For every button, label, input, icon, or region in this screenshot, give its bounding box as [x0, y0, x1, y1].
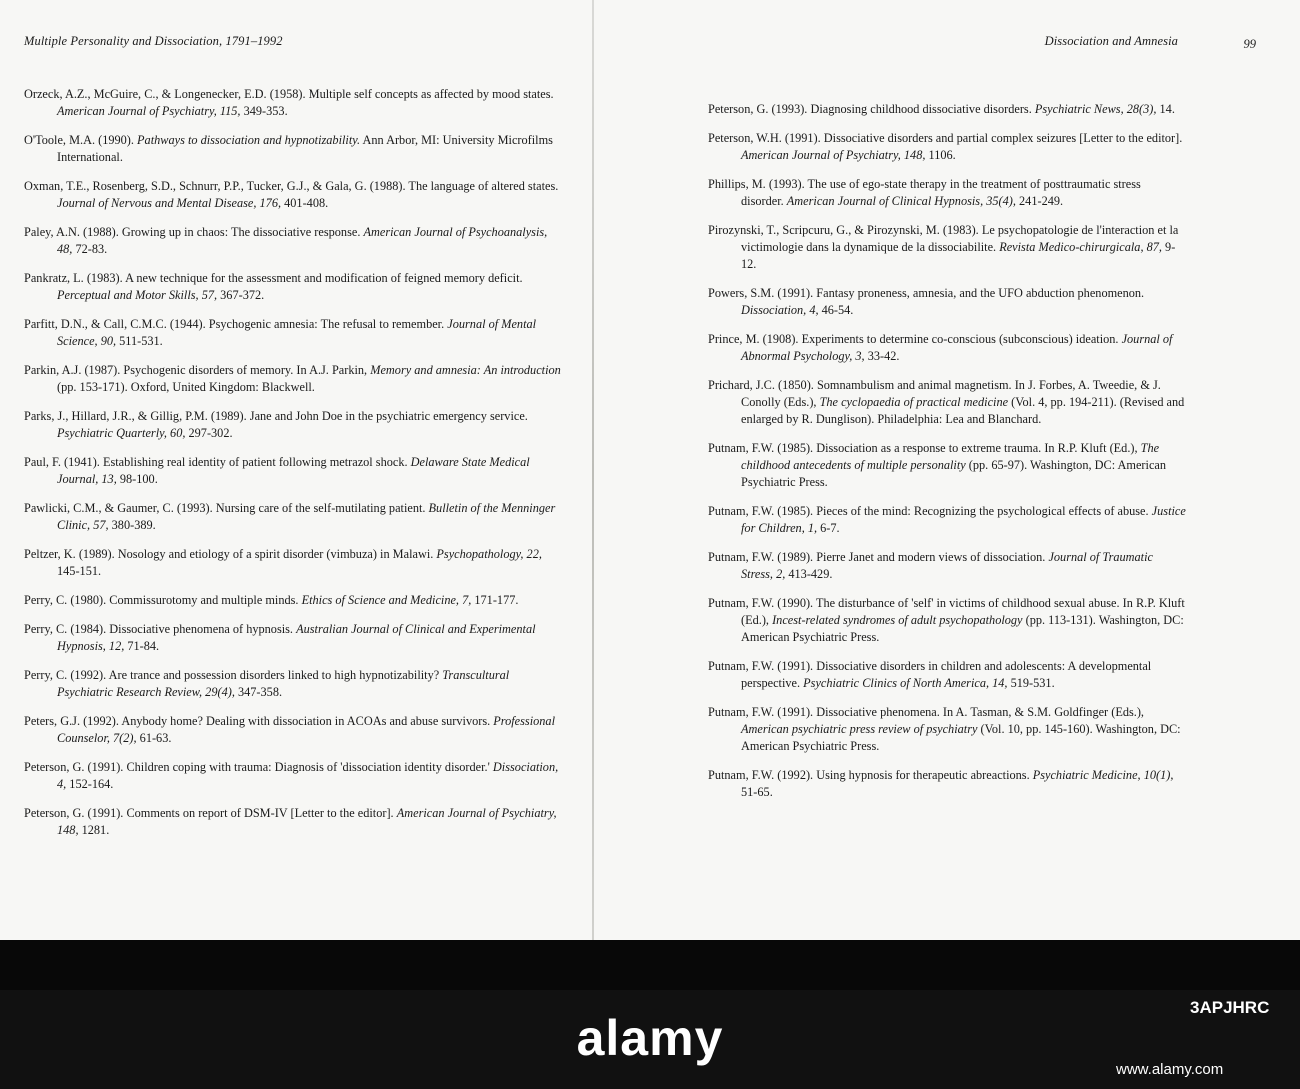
alamy-logo: alamy — [576, 1010, 724, 1066]
reference-text: O'Toole, M.A. (1990). — [24, 133, 138, 147]
reference-entry — [708, 101, 1186, 118]
reference-pages: (Vol. 10, pp. 145-160). Washington, DC: American Psychiatric Press. — [741, 722, 1181, 753]
reference-entry — [24, 805, 564, 839]
reference-text: Putnam, F.W. (1985). Pieces of the mind: Recognizing the psychological effects of abuse. — [708, 504, 1152, 518]
reference-text: Putnam, F.W. (1985). Dissociation as a response to extreme trauma. In R.P. Kluft (Ed.), — [708, 441, 1141, 455]
reference-entry — [24, 270, 564, 304]
reference-pages: (pp. 153-171). Oxford, United Kingdom: Blackwell. — [57, 380, 315, 394]
reference-source: American Journal of Psychiatry, 115, — [57, 104, 241, 118]
reference-entry — [708, 658, 1186, 692]
reference-entry — [24, 454, 564, 488]
reference-pages: Ann Arbor, MI: University Microfilms International. — [57, 133, 553, 164]
reference-source: Journal of Abnormal Psychology, 3, — [741, 332, 1173, 363]
footer-url: www.alamy.com — [1116, 1061, 1224, 1078]
reference-text: Peterson, G. (1991). Comments on report of DSM-IV [Letter to the editor]. — [24, 806, 397, 820]
reference-entry — [708, 130, 1186, 164]
reference-text: Peters, G.J. (1992). Anybody home? Dealing with dissociation in ACOAs and abuse survivors. — [24, 714, 494, 728]
reference-text: Oxman, T.E., Rosenberg, S.D., Schnurr, P.P., Tucker, G.J., & Gala, G. (1988). The language of altered states. — [24, 179, 559, 193]
reference-text: Putnam, F.W. (1989). Pierre Janet and modern views of dissociation. — [708, 550, 1049, 564]
reference-source: Australian Journal of Clinical and Experimental Hypnosis, 12, — [57, 622, 536, 653]
reference-text: Perry, C. (1992). Are trance and possession disorders linked to high hypnotizability? — [24, 668, 443, 682]
reference-entry — [24, 592, 564, 609]
reference-text: Powers, S.M. (1991). Fantasy proneness, amnesia, and the UFO abduction phenomenon. — [708, 286, 1145, 300]
reference-text: Parfitt, D.N., & Call, C.M.C. (1944). Psychogenic amnesia: The refusal to remember. — [24, 317, 448, 331]
reference-pages: 152-164. — [66, 777, 114, 791]
reference-entry — [708, 549, 1186, 583]
reference-source: Memory and amnesia: An introduction — [370, 363, 561, 377]
reference-pages: 46-54. — [818, 303, 854, 317]
reference-text: Pawlicki, C.M., & Gaumer, C. (1993). Nursing care of the self-mutilating patient. — [24, 501, 429, 515]
reference-pages: 9-12. — [741, 240, 1176, 271]
left-page — [20, 0, 565, 940]
reference-source: American Journal of Psychiatry, 148, — [57, 806, 557, 837]
reference-entry — [24, 759, 564, 793]
reference-pages: 51-65. — [741, 785, 773, 799]
reference-entry — [708, 767, 1186, 801]
reference-source: Bulletin of the Menninger Clinic, 57, — [57, 501, 556, 532]
reference-pages: 401-408. — [281, 196, 329, 210]
reference-entry — [24, 667, 564, 701]
reference-source: The childhood antecedents of multiple personality — [741, 441, 1160, 472]
reference-pages: 297-302. — [185, 426, 233, 440]
reference-source: Delaware State Medical Journal, 13, — [57, 455, 530, 486]
reference-text: Putnam, F.W. (1990). The disturbance of 'self' in victims of childhood sexual abuse. In R.P. Kluft (Ed.), — [708, 596, 1185, 627]
reference-source: Dissociation, 4, — [57, 760, 559, 791]
reference-text: Peterson, W.H. (1991). Dissociative disorders and partial complex seizures [Letter to the editor]. — [708, 131, 1183, 145]
reference-source: Perceptual and Motor Skills, 57, — [57, 288, 218, 302]
left-reference-list — [24, 86, 564, 851]
reference-text: Prince, M. (1908). Experiments to determine co-conscious (subconscious) ideation. — [708, 332, 1122, 346]
left-running-head: Multiple Personality and Dissociation, 1791–1992 — [24, 34, 283, 48]
reference-source: Revista Medico-chirurgicala, 87, — [999, 240, 1162, 254]
reference-entry — [24, 86, 564, 120]
reference-source: Transcultural Psychiatric Research Review, 29(4), — [57, 668, 510, 699]
reference-pages: 1106. — [925, 148, 956, 162]
reference-text: Paul, F. (1941). Establishing real identity of patient following metrazol shock. — [24, 455, 411, 469]
right-reference-list — [708, 101, 1186, 813]
reference-text: Pankratz, L. (1983). A new technique for the assessment and modification of feigned memory deficit. — [24, 271, 523, 285]
reference-entry — [24, 500, 564, 534]
right-page — [704, 0, 1264, 940]
reference-text: Paley, A.N. (1988). Growing up in chaos: The dissociative response. — [24, 225, 364, 239]
reference-pages: 241-249. — [1015, 194, 1064, 208]
reference-entry — [24, 316, 564, 350]
reference-entry — [708, 222, 1186, 273]
reference-entry — [708, 595, 1186, 646]
reference-text: Pirozynski, T., Scripcuru, G., & Pirozynski, M. (1983). Le psychopatologie de l'interaction et la victimologie dans la dynamique de la dissociabilite. — [708, 223, 1179, 254]
reference-source: Psychopathology, 22, — [436, 547, 542, 561]
reference-entry — [708, 176, 1186, 210]
reference-text: Putnam, F.W. (1991). Dissociative disorders in children and adolescents: A developmental perspective. — [708, 659, 1152, 690]
reference-entry — [24, 132, 564, 166]
reference-text: Peterson, G. (1993). Diagnosing childhood dissociative disorders. — [708, 102, 1035, 116]
reference-entry — [24, 713, 564, 747]
reference-text: Putnam, F.W. (1991). Dissociative phenomena. In A. Tasman, & S.M. Goldfinger (Eds.), — [708, 705, 1145, 719]
reference-pages: 145-151. — [57, 564, 102, 578]
reference-pages: 72-83. — [72, 242, 108, 256]
reference-pages: 61-63. — [136, 731, 172, 745]
reference-source: Justice for Children, 1, — [741, 504, 1186, 535]
reference-pages: 367-372. — [217, 288, 265, 302]
reference-source: Dissociation, 4, — [741, 303, 819, 317]
reference-source: The cyclopaedia of practical medicine — [819, 395, 1009, 409]
reference-pages: 71-84. — [124, 639, 160, 653]
gutter — [592, 0, 594, 940]
reference-pages: (pp. 113-131). Washington, DC: American Psychiatric Press. — [741, 613, 1184, 644]
reference-pages: 413-429. — [785, 567, 833, 581]
reference-text: Parks, J., Hillard, J.R., & Gillig, P.M. (1989). Jane and John Doe in the psychiatric emergency service. — [24, 409, 528, 423]
reference-source: Pathways to dissociation and hypnotizability. — [137, 133, 361, 147]
reference-source: Psychiatric Quarterly, 60, — [57, 426, 186, 440]
reference-text: Phillips, M. (1993). The use of ego-state therapy in the treatment of posttraumatic stress disorder. — [708, 177, 1141, 208]
image-id: 3APJHRC — [1190, 998, 1270, 1017]
reference-text: Peterson, G. (1991). Children coping with trauma: Diagnosis of 'dissociation identity disorder.' — [24, 760, 493, 774]
reference-text: Putnam, F.W. (1992). Using hypnosis for therapeutic abreactions. — [708, 768, 1033, 782]
reference-pages: 14. — [1156, 102, 1175, 116]
reference-entry — [24, 224, 564, 258]
reference-source: Journal of Nervous and Mental Disease, 176, — [57, 196, 282, 210]
reference-pages: 171-177. — [471, 593, 519, 607]
reference-entry — [24, 546, 564, 580]
reference-text: Peltzer, K. (1989). Nosology and etiology of a spirit disorder (vimbuza) in Malawi. — [24, 547, 437, 561]
reference-pages: 98-100. — [116, 472, 158, 486]
reference-source: Journal of Traumatic Stress, 2, — [741, 550, 1153, 581]
reference-pages: (pp. 65-97). Washington, DC: American Psychiatric Press. — [741, 458, 1167, 489]
reference-pages: 1281. — [78, 823, 110, 837]
reference-source: Psychiatric Clinics of North America, 14, — [803, 676, 1008, 690]
watermark-footer — [0, 990, 1300, 1089]
reference-source: American Journal of Clinical Hypnosis, 35(4), — [786, 194, 1016, 208]
reference-source: Ethics of Science and Medicine, 7, — [301, 593, 472, 607]
reference-pages: 349-353. — [240, 104, 288, 118]
reference-entry — [24, 178, 564, 212]
page-number: 99 — [1243, 37, 1256, 51]
reference-entry — [24, 621, 564, 655]
reference-entry — [24, 362, 564, 396]
reference-text: Orzeck, A.Z., McGuire, C., & Longenecker, E.D. (1958). Multiple self concepts as affected by mood states. — [24, 87, 554, 101]
reference-pages: 347-358. — [234, 685, 283, 699]
reference-entry — [708, 331, 1186, 365]
reference-entry — [708, 377, 1186, 428]
reference-pages: 33-42. — [864, 349, 900, 363]
reference-text: Perry, C. (1984). Dissociative phenomena of hypnosis. — [24, 622, 297, 636]
reference-source: American Journal of Psychoanalysis, 48, — [57, 225, 548, 256]
reference-pages: 519-531. — [1007, 676, 1055, 690]
scan-border — [0, 940, 1300, 990]
reference-pages: 511-531. — [116, 334, 163, 348]
reference-entry — [708, 285, 1186, 319]
reference-pages: (Vol. 4, pp. 194-211). (Revised and enlarged by R. Dunglison). Philadelphia: Lea and Blanchard. — [741, 395, 1185, 426]
reference-source: Incest-related syndromes of adult psychopathology — [772, 613, 1023, 627]
reference-source: Psychiatric Medicine, 10(1), — [1032, 768, 1174, 782]
reference-entry — [708, 704, 1186, 755]
right-running-head: Dissociation and Amnesia — [1044, 34, 1178, 48]
reference-text: Perry, C. (1980). Commissurotomy and multiple minds. — [24, 593, 302, 607]
reference-source: Journal of Mental Science, 90, — [57, 317, 537, 348]
reference-source: Psychiatric News, 28(3), — [1034, 102, 1157, 116]
reference-entry — [708, 503, 1186, 537]
reference-source: American Journal of Psychiatry, 148, — [741, 148, 926, 162]
reference-pages: 6-7. — [817, 521, 840, 535]
reference-entry — [24, 408, 564, 442]
reference-text: Prichard, J.C. (1850). Somnambulism and animal magnetism. In J. Forbes, A. Tweedie, & J. Conolly (Eds.), — [708, 378, 1161, 409]
reference-entry — [708, 440, 1186, 491]
reference-pages: 380-389. — [108, 518, 156, 532]
reference-text: Parkin, A.J. (1987). Psychogenic disorders of memory. In A.J. Parkin, — [24, 363, 371, 377]
reference-source: American psychiatric press review of psychiatry — [741, 722, 978, 736]
reference-source: Professional Counselor, 7(2), — [57, 714, 555, 745]
